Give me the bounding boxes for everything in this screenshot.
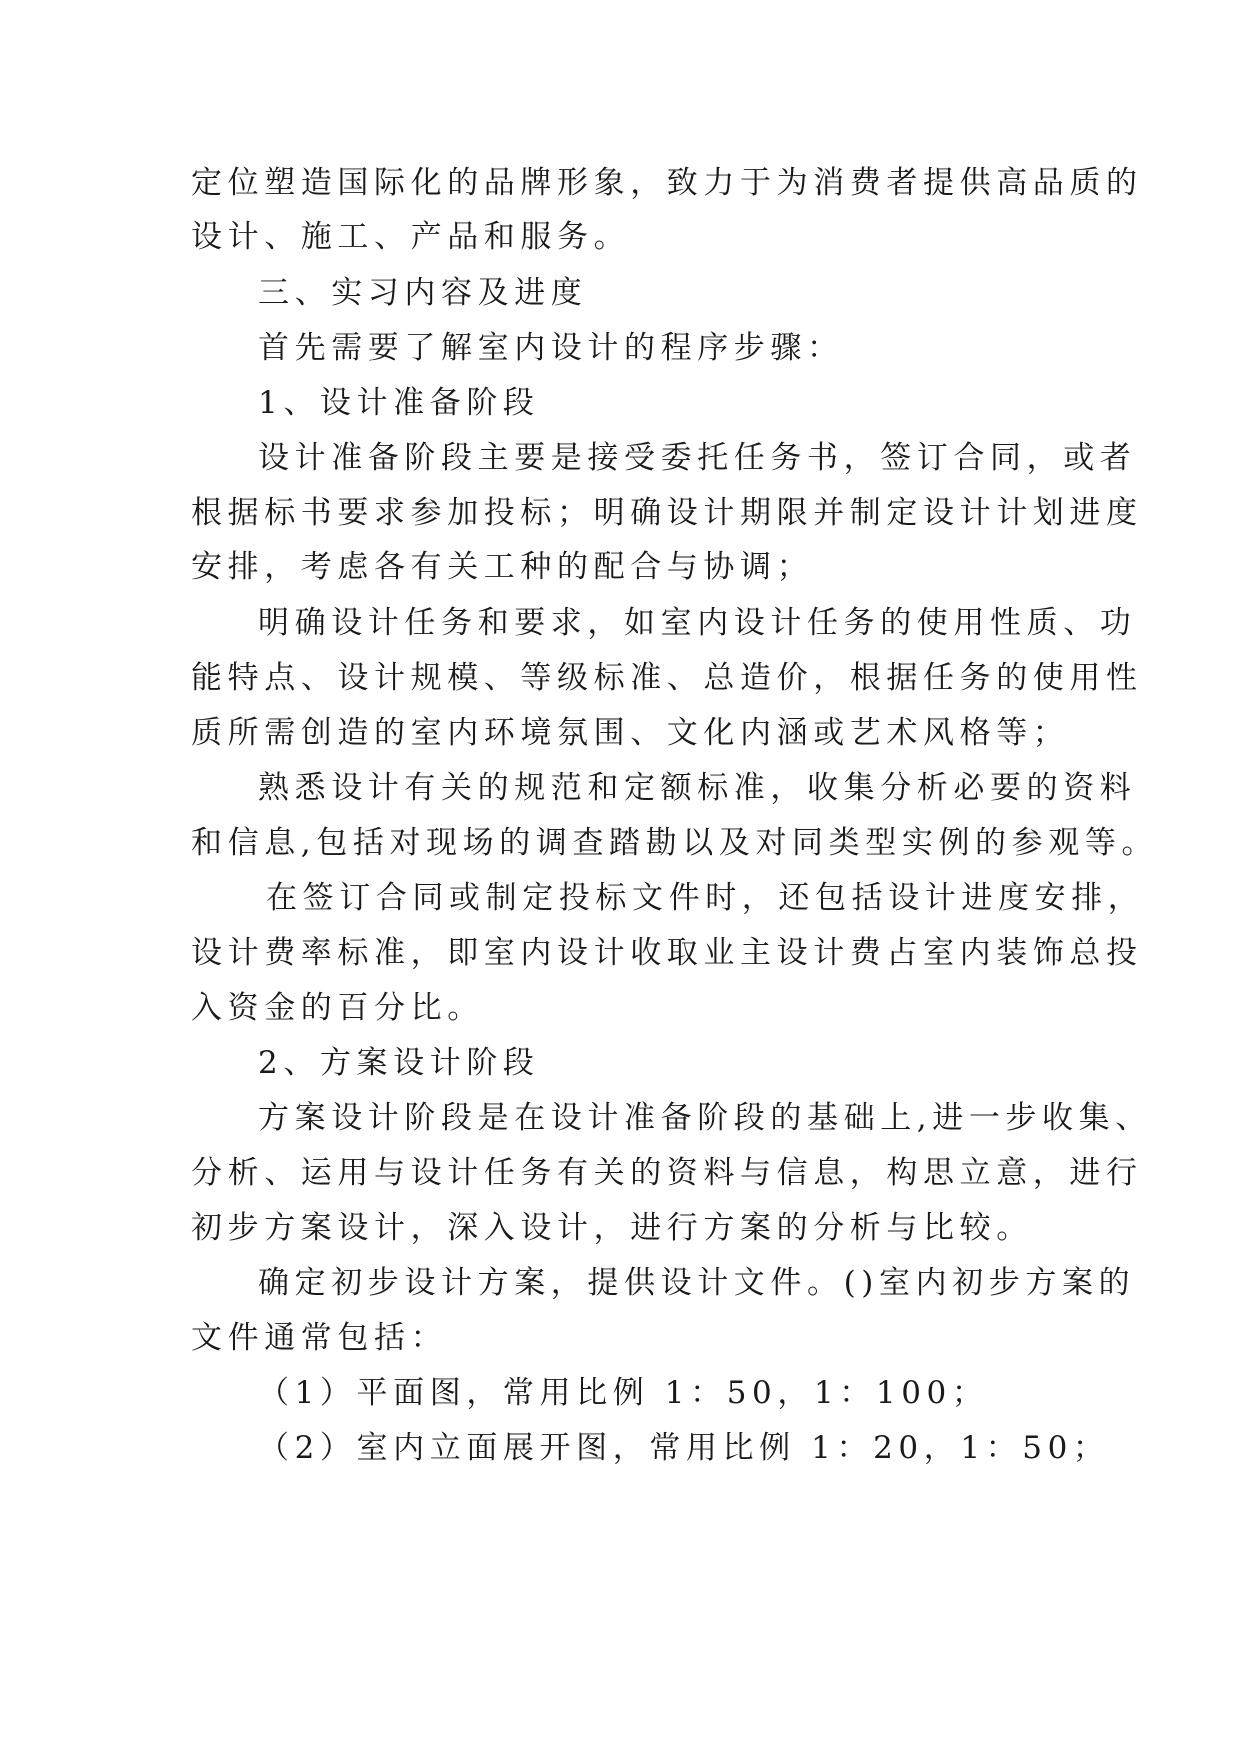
text-line: 初步方案设计，深入设计，进行方案的分析与比较。: [191, 1210, 1033, 1246]
list-item: （1）平面图，常用比例 1：50，1：100；: [258, 1375, 989, 1411]
text-line: 设计费率标准，即室内设计收取业主设计费占室内装饰总投: [191, 935, 1143, 971]
text-line: 设计、施工、产品和服务。: [191, 219, 631, 255]
text-line: 设计准备阶段主要是接受委托任务书，签订合同，或者: [258, 440, 1137, 476]
section-heading: 三、实习内容及进度: [258, 275, 588, 311]
text-line: 质所需创造的室内环境氛围、文化内涵或艺术风格等；: [191, 715, 1070, 751]
text-line: 熟悉设计有关的规范和定额标准，收集分析必要的资料: [258, 770, 1137, 806]
subsection-heading: 1、设计准备阶段: [258, 385, 540, 421]
text-line: 首先需要了解室内设计的程序步骤：: [258, 330, 844, 366]
text-line: 定位塑造国际化的品牌形象，致力于为消费者提供高品质的: [191, 165, 1143, 201]
text-line: 分析、运用与设计任务有关的资料与信息，构思立意，进行: [191, 1155, 1143, 1191]
text-line: 根据标书要求参加投标；明确设计期限并制定设计计划进度: [191, 495, 1143, 531]
text-line: 入资金的百分比。: [191, 990, 484, 1026]
text-line: 文件通常包括：: [191, 1320, 448, 1356]
text-line: 在签订合同或制定投标文件时，还包括设计进度安排，: [266, 880, 1145, 916]
text-line: 方案设计阶段是在设计准备阶段的基础上,进一步收集、: [258, 1100, 1152, 1136]
subsection-heading: 2、方案设计阶段: [258, 1045, 540, 1081]
text-line: 能特点、设计规模、等级标准、总造价，根据任务的使用性: [191, 660, 1143, 696]
list-item: （2）室内立面展开图，常用比例 1：20，1：50；: [258, 1430, 1110, 1466]
text-line: 安排，考虑各有关工种的配合与协调；: [191, 549, 814, 585]
text-line: 明确设计任务和要求，如室内设计任务的使用性质、功: [258, 605, 1137, 641]
text-line: 和信息,包括对现场的调查踏勘以及对同类型实例的参观等。: [191, 825, 1159, 861]
text-line: 确定初步设计方案，提供设计文件。()室内初步方案的: [258, 1265, 1136, 1301]
